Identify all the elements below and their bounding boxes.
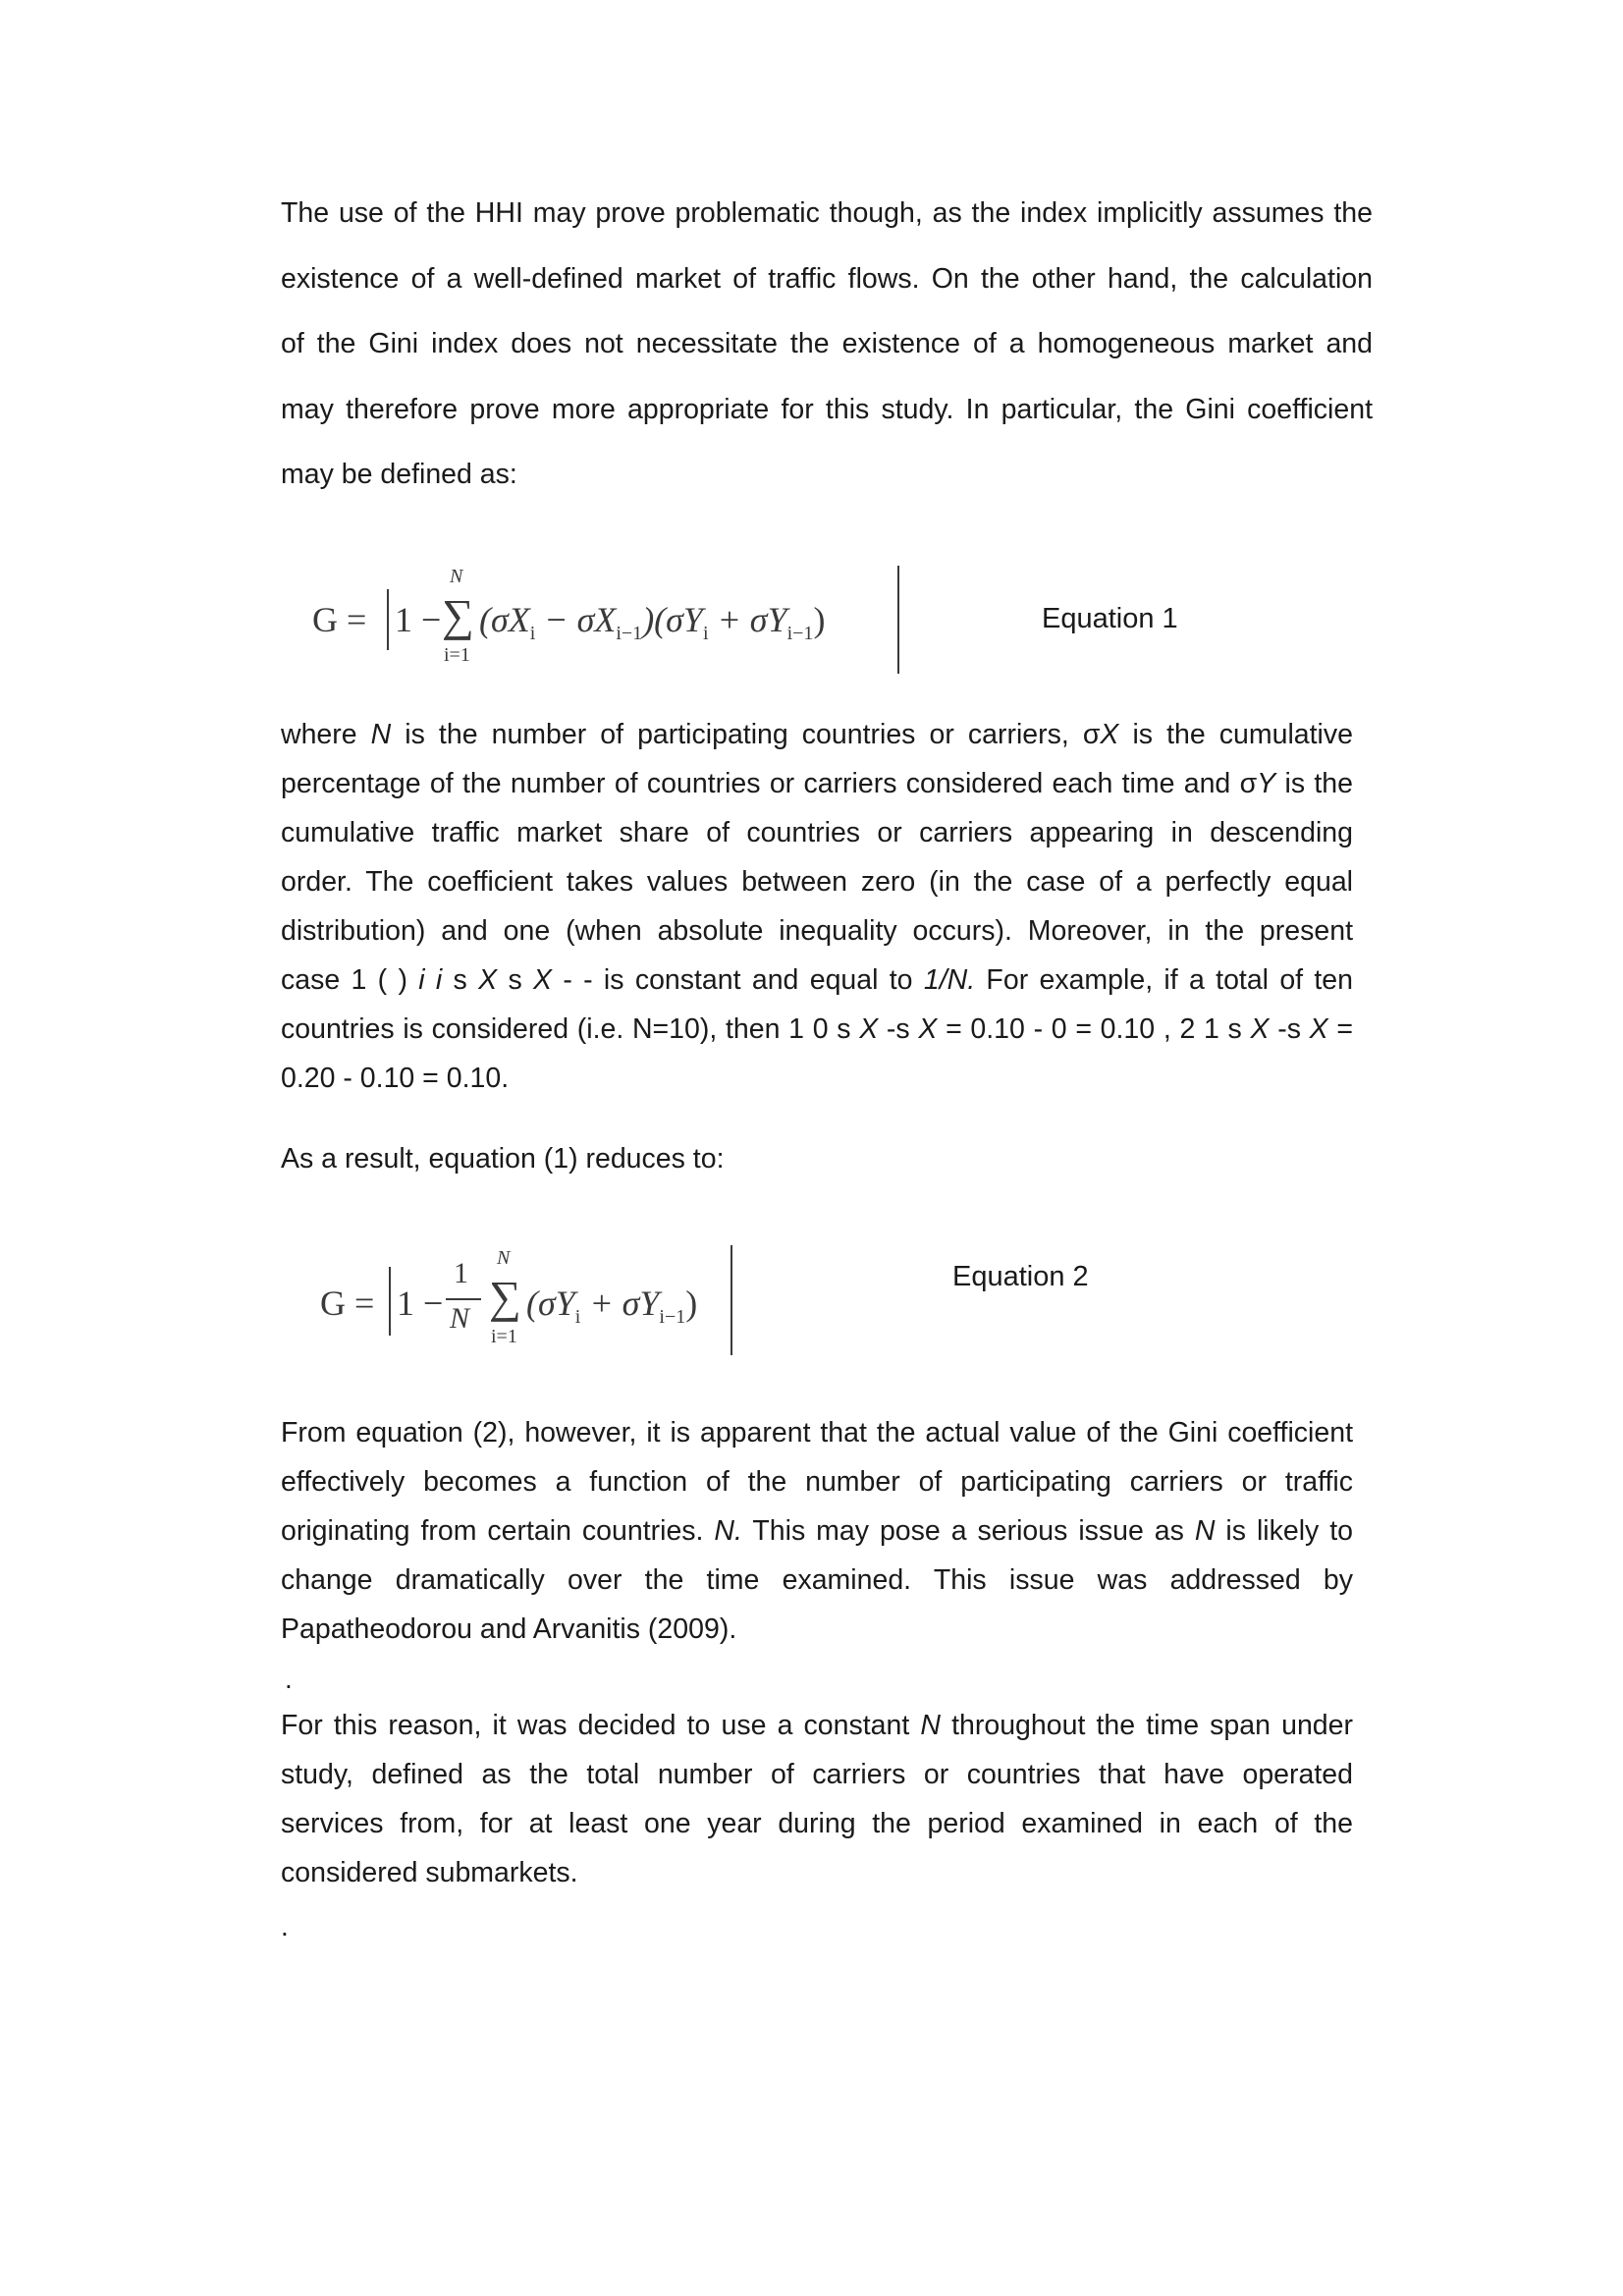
- sigma-lower-limit: i=1: [491, 1326, 517, 1347]
- term-plus-sigma-y: + σY: [580, 1284, 660, 1323]
- text-line: For this reason, it was decided to use a constant N throughout the time span under: [281, 1710, 1353, 1741]
- text-line: countries is considered (i.e. N=10), then 1 0 s X -s X = 0.10 - 0 = 0.10 , 2 1 s X -s X =: [281, 1013, 1353, 1045]
- sum-body: [479, 599, 825, 645]
- text-line: may be defined as:: [281, 459, 517, 490]
- subscript: i−1: [659, 1306, 686, 1329]
- stray-dot: .: [285, 1664, 293, 1694]
- text-line: The use of the HHI may prove problematic though, as the index implicitly assumes the: [281, 197, 1373, 229]
- one-minus: 1 −: [397, 1284, 444, 1323]
- text-line: study, defined as the total number of carriers or countries that have operated: [281, 1759, 1353, 1790]
- text-line: effectively becomes a function of the number of participating carriers or traffic: [281, 1466, 1353, 1498]
- definition-paragraph: [281, 710, 1353, 1103]
- sigma-lower-limit: i=1: [444, 644, 470, 666]
- text-line: 0.20 - 0.10 = 0.10.: [281, 1063, 510, 1094]
- intro-paragraph: [281, 181, 1373, 508]
- text-line: change dramatically over the time examined. This issue was addressed by: [281, 1564, 1353, 1596]
- term-sigma-x: (σX: [479, 600, 530, 639]
- closing-paren: ): [685, 1284, 698, 1323]
- subscript: i−1: [616, 623, 643, 645]
- text-line: services from, for at least one year during the period examined in each of the: [281, 1808, 1353, 1839]
- sum-body: [526, 1283, 697, 1329]
- text-line: originating from certain countries. N. This may pose a serious issue as N is likely to: [281, 1515, 1354, 1547]
- text-line: From equation (2), however, it is apparent that the actual value of the Gini coefficient: [281, 1417, 1353, 1449]
- text-line: Papatheodorou and Arvanitis (2009).: [281, 1613, 737, 1645]
- text-line: may therefore prove more appropriate for this study. In particular, the Gini coefficient: [281, 393, 1373, 425]
- abs-bar-left: [389, 1267, 391, 1336]
- equation-1: [312, 562, 921, 680]
- abs-bar-right: [897, 566, 899, 674]
- reduces-paragraph: [281, 1134, 1353, 1183]
- abs-bar-right: [730, 1245, 732, 1355]
- closing-paren: ): [813, 600, 826, 639]
- subscript: i−1: [786, 623, 814, 645]
- abs-bar-left: [387, 589, 389, 650]
- equation-2-label: Equation 2: [952, 1261, 1089, 1292]
- text-line: case 1 ( ) i i s X s X - - is constant and equal to 1/N. For example, if a total of ten: [281, 964, 1354, 996]
- text-line: percentage of the number of countries or carriers considered each time and σY is the: [281, 768, 1353, 799]
- text-line: where N is the number of participating countries or carriers, σX is the cumulative: [281, 719, 1353, 750]
- stray-dot: .: [281, 1911, 289, 1941]
- text-line: of the Gini index does not necessitate the existence of a homogeneous market and: [281, 328, 1373, 359]
- fraction-denominator: N: [450, 1302, 470, 1335]
- sigma-upper-limit: N: [497, 1247, 511, 1269]
- from-equation-paragraph: [281, 1408, 1353, 1654]
- subscript: i: [529, 623, 536, 645]
- text-line: order. The coefficient takes values between zero (in the case of a perfectly equal: [281, 866, 1353, 898]
- equation-2: [320, 1245, 752, 1363]
- text-line: distribution) and one (when absolute inequality occurs). Moreover, in the present: [281, 915, 1353, 947]
- text-line: existence of a well-defined market of traffic flows. On the other hand, the calculation: [281, 262, 1373, 295]
- term-sigma-y: )(σY: [642, 600, 703, 639]
- subscript: i: [702, 623, 709, 645]
- term-minus-sigma-x: − σX: [535, 600, 617, 639]
- equation-1-label: Equation 1: [1042, 603, 1178, 634]
- fraction-numerator: 1: [454, 1257, 468, 1289]
- equation-lhs: G =: [312, 600, 367, 639]
- sigma-symbol: ∑: [489, 1272, 521, 1322]
- term-plus-sigma-y: + σY: [708, 600, 787, 639]
- one-minus: 1 −: [395, 600, 442, 639]
- equation-lhs: G =: [320, 1284, 375, 1323]
- fraction-line: [446, 1298, 481, 1300]
- sigma-symbol: ∑: [442, 590, 474, 640]
- text-line: cumulative traffic market share of countries or carriers appearing in descending: [281, 817, 1353, 848]
- text-line: As a result, equation (1) reduces to:: [281, 1143, 725, 1175]
- sigma-upper-limit: N: [450, 566, 463, 587]
- term-sigma-y: (σY: [526, 1284, 575, 1323]
- text-line: considered submarkets.: [281, 1857, 578, 1888]
- subscript: i: [574, 1306, 581, 1329]
- reason-paragraph: [281, 1701, 1353, 1897]
